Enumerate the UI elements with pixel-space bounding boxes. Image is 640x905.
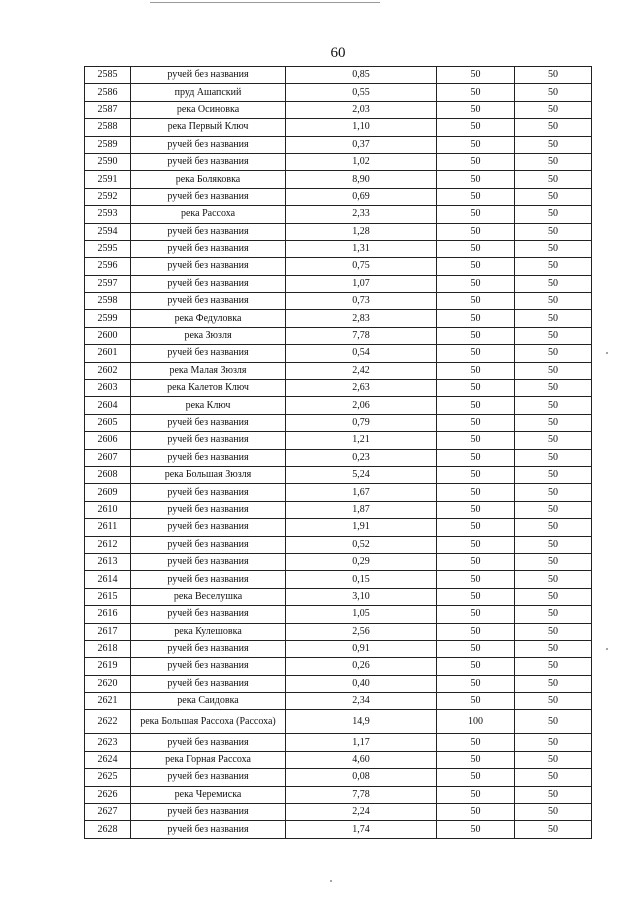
strip-width-cell: 50 <box>515 223 592 240</box>
length-cell: 0,52 <box>286 536 437 553</box>
water-body-name-cell: ручей без названия <box>131 519 286 536</box>
water-body-name-cell: ручей без названия <box>131 804 286 821</box>
water-body-name-cell: река Большая Рассоха (Рассоха) <box>131 710 286 734</box>
length-cell: 7,78 <box>286 786 437 803</box>
length-cell: 1,02 <box>286 153 437 170</box>
row-number-cell: 2624 <box>85 751 131 768</box>
zone-width-cell: 50 <box>437 275 515 292</box>
table-row <box>85 119 592 136</box>
strip-width-cell: 50 <box>515 675 592 692</box>
row-number-cell: 2623 <box>85 734 131 751</box>
table-row <box>85 675 592 692</box>
water-body-name-cell: река Калетов Ключ <box>131 380 286 397</box>
water-body-name-cell: ручей без названия <box>131 449 286 466</box>
row-number-cell: 2598 <box>85 293 131 310</box>
strip-width-cell: 50 <box>515 397 592 414</box>
length-cell: 0,69 <box>286 188 437 205</box>
water-body-name-cell: ручей без названия <box>131 223 286 240</box>
row-number-cell: 2596 <box>85 258 131 275</box>
zone-width-cell: 50 <box>437 310 515 327</box>
water-body-name-cell: река Зюзля <box>131 327 286 344</box>
zone-width-cell: 50 <box>437 693 515 710</box>
water-body-name-cell: ручей без названия <box>131 67 286 84</box>
row-number-cell: 2622 <box>85 710 131 734</box>
water-body-name-cell: река Горная Рассоха <box>131 751 286 768</box>
row-number-cell: 2593 <box>85 206 131 223</box>
water-body-name-cell: ручей без названия <box>131 258 286 275</box>
zone-width-cell: 50 <box>437 240 515 257</box>
table-row <box>85 240 592 257</box>
length-cell: 0,54 <box>286 345 437 362</box>
table-row <box>85 553 592 570</box>
strip-width-cell: 50 <box>515 710 592 734</box>
table-row <box>85 734 592 751</box>
water-body-name-cell: ручей без названия <box>131 553 286 570</box>
water-body-name-cell: ручей без названия <box>131 432 286 449</box>
table-row <box>85 536 592 553</box>
table-row <box>85 327 592 344</box>
water-body-name-cell: ручей без названия <box>131 275 286 292</box>
length-cell: 4,60 <box>286 751 437 768</box>
length-cell: 0,08 <box>286 769 437 786</box>
strip-width-cell: 50 <box>515 362 592 379</box>
zone-width-cell: 50 <box>437 571 515 588</box>
strip-width-cell: 50 <box>515 258 592 275</box>
table-row <box>85 751 592 768</box>
zone-width-cell: 50 <box>437 258 515 275</box>
length-cell: 1,17 <box>286 734 437 751</box>
strip-width-cell: 50 <box>515 84 592 101</box>
row-number-cell: 2621 <box>85 693 131 710</box>
row-number-cell: 2611 <box>85 519 131 536</box>
strip-width-cell: 50 <box>515 484 592 501</box>
length-cell: 0,85 <box>286 67 437 84</box>
table-row <box>85 258 592 275</box>
water-body-name-cell: ручей без названия <box>131 606 286 623</box>
table-row <box>85 101 592 118</box>
table-row <box>85 769 592 786</box>
zone-width-cell: 50 <box>437 675 515 692</box>
zone-width-cell: 50 <box>437 606 515 623</box>
zone-width-cell: 50 <box>437 136 515 153</box>
water-body-name-cell: ручей без названия <box>131 821 286 838</box>
zone-width-cell: 50 <box>437 640 515 657</box>
water-body-name-cell: ручей без названия <box>131 571 286 588</box>
zone-width-cell: 50 <box>437 380 515 397</box>
zone-width-cell: 50 <box>437 414 515 431</box>
zone-width-cell: 50 <box>437 67 515 84</box>
length-cell: 7,78 <box>286 327 437 344</box>
length-cell: 0,73 <box>286 293 437 310</box>
row-number-cell: 2595 <box>85 240 131 257</box>
zone-width-cell: 50 <box>437 484 515 501</box>
length-cell: 3,10 <box>286 588 437 605</box>
strip-width-cell: 50 <box>515 804 592 821</box>
strip-width-cell: 50 <box>515 786 592 803</box>
length-cell: 1,67 <box>286 484 437 501</box>
row-number-cell: 2586 <box>85 84 131 101</box>
page-number: 60 <box>330 45 346 61</box>
table-row <box>85 275 592 292</box>
row-number-cell: 2585 <box>85 67 131 84</box>
row-number-cell: 2590 <box>85 153 131 170</box>
table-row <box>85 658 592 675</box>
strip-width-cell: 50 <box>515 536 592 553</box>
table-row <box>85 484 592 501</box>
zone-width-cell: 50 <box>437 206 515 223</box>
zone-width-cell: 50 <box>437 751 515 768</box>
table-row <box>85 84 592 101</box>
water-body-name-cell: река Черемиска <box>131 786 286 803</box>
strip-width-cell: 50 <box>515 153 592 170</box>
row-number-cell: 2592 <box>85 188 131 205</box>
table-row <box>85 821 592 838</box>
strip-width-cell: 50 <box>515 623 592 640</box>
zone-width-cell: 50 <box>437 553 515 570</box>
water-body-name-cell: река Ключ <box>131 397 286 414</box>
zone-width-cell: 50 <box>437 362 515 379</box>
row-number-cell: 2588 <box>85 119 131 136</box>
water-body-name-cell: река Саидовка <box>131 693 286 710</box>
zone-width-cell: 50 <box>437 821 515 838</box>
row-number-cell: 2607 <box>85 449 131 466</box>
strip-width-cell: 50 <box>515 206 592 223</box>
zone-width-cell: 50 <box>437 734 515 751</box>
length-cell: 0,91 <box>286 640 437 657</box>
strip-width-cell: 50 <box>515 240 592 257</box>
scan-speck <box>606 352 608 354</box>
zone-width-cell: 50 <box>437 449 515 466</box>
water-body-name-cell: река Веселушка <box>131 588 286 605</box>
zone-width-cell: 50 <box>437 588 515 605</box>
row-number-cell: 2609 <box>85 484 131 501</box>
row-number-cell: 2628 <box>85 821 131 838</box>
row-number-cell: 2600 <box>85 327 131 344</box>
strip-width-cell: 50 <box>515 310 592 327</box>
water-body-name-cell: ручей без названия <box>131 675 286 692</box>
row-number-cell: 2618 <box>85 640 131 657</box>
row-number-cell: 2625 <box>85 769 131 786</box>
water-body-name-cell: ручей без названия <box>131 658 286 675</box>
length-cell: 1,05 <box>286 606 437 623</box>
water-body-name-cell: ручей без названия <box>131 153 286 170</box>
length-cell: 8,90 <box>286 171 437 188</box>
row-number-cell: 2603 <box>85 380 131 397</box>
table-row <box>85 693 592 710</box>
water-body-name-cell: ручей без названия <box>131 345 286 362</box>
strip-width-cell: 50 <box>515 769 592 786</box>
zone-width-cell: 50 <box>437 658 515 675</box>
row-number-cell: 2594 <box>85 223 131 240</box>
length-cell: 1,31 <box>286 240 437 257</box>
table-row <box>85 466 592 483</box>
strip-width-cell: 50 <box>515 101 592 118</box>
table-row <box>85 623 592 640</box>
length-cell: 0,26 <box>286 658 437 675</box>
table-row <box>85 171 592 188</box>
length-cell: 0,40 <box>286 675 437 692</box>
zone-width-cell: 50 <box>437 432 515 449</box>
strip-width-cell: 50 <box>515 414 592 431</box>
strip-width-cell: 50 <box>515 380 592 397</box>
water-body-name-cell: ручей без названия <box>131 136 286 153</box>
water-body-name-cell: ручей без названия <box>131 640 286 657</box>
water-body-name-cell: река Первый Ключ <box>131 119 286 136</box>
table-row <box>85 223 592 240</box>
table-row <box>85 804 592 821</box>
length-cell: 1,10 <box>286 119 437 136</box>
length-cell: 2,33 <box>286 206 437 223</box>
length-cell: 5,24 <box>286 466 437 483</box>
length-cell: 1,74 <box>286 821 437 838</box>
length-cell: 2,03 <box>286 101 437 118</box>
length-cell: 2,34 <box>286 693 437 710</box>
scan-speck <box>330 880 332 882</box>
row-number-cell: 2599 <box>85 310 131 327</box>
length-cell: 2,42 <box>286 362 437 379</box>
strip-width-cell: 50 <box>515 588 592 605</box>
table-row <box>85 206 592 223</box>
water-body-name-cell: ручей без названия <box>131 414 286 431</box>
row-number-cell: 2619 <box>85 658 131 675</box>
water-body-name-cell: пруд Ашапский <box>131 84 286 101</box>
length-cell: 2,56 <box>286 623 437 640</box>
row-number-cell: 2614 <box>85 571 131 588</box>
strip-width-cell: 50 <box>515 821 592 838</box>
water-body-name-cell: ручей без названия <box>131 188 286 205</box>
table-row <box>85 397 592 414</box>
table-row <box>85 380 592 397</box>
table-row <box>85 432 592 449</box>
zone-width-cell: 50 <box>437 623 515 640</box>
zone-width-cell: 50 <box>437 501 515 518</box>
strip-width-cell: 50 <box>515 293 592 310</box>
water-body-name-cell: река Кулешовка <box>131 623 286 640</box>
length-cell: 1,91 <box>286 519 437 536</box>
water-body-name-cell: ручей без названия <box>131 240 286 257</box>
table-row <box>85 571 592 588</box>
water-body-name-cell: река Малая Зюзля <box>131 362 286 379</box>
zone-width-cell: 50 <box>437 223 515 240</box>
length-cell: 0,55 <box>286 84 437 101</box>
strip-width-cell: 50 <box>515 432 592 449</box>
water-body-name-cell: ручей без названия <box>131 484 286 501</box>
row-number-cell: 2620 <box>85 675 131 692</box>
strip-width-cell: 50 <box>515 553 592 570</box>
zone-width-cell: 50 <box>437 101 515 118</box>
scan-speck <box>606 648 608 650</box>
zone-width-cell: 50 <box>437 786 515 803</box>
length-cell: 1,21 <box>286 432 437 449</box>
row-number-cell: 2587 <box>85 101 131 118</box>
zone-width-cell: 50 <box>437 769 515 786</box>
water-body-name-cell: ручей без названия <box>131 734 286 751</box>
zone-width-cell: 50 <box>437 536 515 553</box>
length-cell: 2,83 <box>286 310 437 327</box>
water-body-name-cell: ручей без названия <box>131 536 286 553</box>
water-body-name-cell: ручей без названия <box>131 293 286 310</box>
length-cell: 0,37 <box>286 136 437 153</box>
length-cell: 0,15 <box>286 571 437 588</box>
row-number-cell: 2602 <box>85 362 131 379</box>
strip-width-cell: 50 <box>515 171 592 188</box>
strip-width-cell: 50 <box>515 571 592 588</box>
row-number-cell: 2608 <box>85 466 131 483</box>
strip-width-cell: 50 <box>515 693 592 710</box>
row-number-cell: 2610 <box>85 501 131 518</box>
table-row <box>85 188 592 205</box>
row-number-cell: 2613 <box>85 553 131 570</box>
table-row <box>85 414 592 431</box>
zone-width-cell: 50 <box>437 327 515 344</box>
row-number-cell: 2601 <box>85 345 131 362</box>
row-number-cell: 2626 <box>85 786 131 803</box>
table-row <box>85 501 592 518</box>
water-body-name-cell: река Боляковка <box>131 171 286 188</box>
table-row <box>85 362 592 379</box>
zone-width-cell: 50 <box>437 84 515 101</box>
water-body-name-cell: река Федуловка <box>131 310 286 327</box>
length-cell: 0,75 <box>286 258 437 275</box>
zone-width-cell: 50 <box>437 345 515 362</box>
table-row <box>85 588 592 605</box>
water-bodies-table <box>84 66 592 839</box>
strip-width-cell: 50 <box>515 449 592 466</box>
table-row <box>85 710 592 734</box>
table-row <box>85 136 592 153</box>
zone-width-cell: 100 <box>437 710 515 734</box>
length-cell: 14,9 <box>286 710 437 734</box>
zone-width-cell: 50 <box>437 119 515 136</box>
table-row <box>85 310 592 327</box>
zone-width-cell: 50 <box>437 188 515 205</box>
water-body-name-cell: ручей без названия <box>131 769 286 786</box>
strip-width-cell: 50 <box>515 734 592 751</box>
length-cell: 2,06 <box>286 397 437 414</box>
table-row <box>85 449 592 466</box>
zone-width-cell: 50 <box>437 171 515 188</box>
length-cell: 1,87 <box>286 501 437 518</box>
strip-width-cell: 50 <box>515 466 592 483</box>
strip-width-cell: 50 <box>515 640 592 657</box>
zone-width-cell: 50 <box>437 153 515 170</box>
length-cell: 0,79 <box>286 414 437 431</box>
table-row <box>85 606 592 623</box>
water-body-name-cell: река Большая Зюзля <box>131 466 286 483</box>
zone-width-cell: 50 <box>437 804 515 821</box>
table-row <box>85 67 592 84</box>
length-cell: 0,23 <box>286 449 437 466</box>
row-number-cell: 2612 <box>85 536 131 553</box>
zone-width-cell: 50 <box>437 519 515 536</box>
row-number-cell: 2604 <box>85 397 131 414</box>
length-cell: 2,24 <box>286 804 437 821</box>
water-body-name-cell: река Рассоха <box>131 206 286 223</box>
strip-width-cell: 50 <box>515 136 592 153</box>
scan-top-edge-line <box>150 2 380 3</box>
strip-width-cell: 50 <box>515 606 592 623</box>
row-number-cell: 2606 <box>85 432 131 449</box>
strip-width-cell: 50 <box>515 345 592 362</box>
zone-width-cell: 50 <box>437 397 515 414</box>
table-row <box>85 786 592 803</box>
row-number-cell: 2591 <box>85 171 131 188</box>
table-body <box>85 67 592 839</box>
zone-width-cell: 50 <box>437 293 515 310</box>
strip-width-cell: 50 <box>515 519 592 536</box>
strip-width-cell: 50 <box>515 751 592 768</box>
strip-width-cell: 50 <box>515 501 592 518</box>
table-row <box>85 153 592 170</box>
row-number-cell: 2605 <box>85 414 131 431</box>
water-body-name-cell: ручей без названия <box>131 501 286 518</box>
row-number-cell: 2615 <box>85 588 131 605</box>
strip-width-cell: 50 <box>515 119 592 136</box>
row-number-cell: 2597 <box>85 275 131 292</box>
strip-width-cell: 50 <box>515 188 592 205</box>
row-number-cell: 2589 <box>85 136 131 153</box>
table-row <box>85 519 592 536</box>
strip-width-cell: 50 <box>515 275 592 292</box>
strip-width-cell: 50 <box>515 67 592 84</box>
length-cell: 2,63 <box>286 380 437 397</box>
row-number-cell: 2617 <box>85 623 131 640</box>
strip-width-cell: 50 <box>515 658 592 675</box>
length-cell: 1,07 <box>286 275 437 292</box>
table-row <box>85 345 592 362</box>
table-row <box>85 640 592 657</box>
row-number-cell: 2616 <box>85 606 131 623</box>
length-cell: 1,28 <box>286 223 437 240</box>
row-number-cell: 2627 <box>85 804 131 821</box>
length-cell: 0,29 <box>286 553 437 570</box>
water-body-name-cell: река Осиновка <box>131 101 286 118</box>
table-row <box>85 293 592 310</box>
strip-width-cell: 50 <box>515 327 592 344</box>
zone-width-cell: 50 <box>437 466 515 483</box>
